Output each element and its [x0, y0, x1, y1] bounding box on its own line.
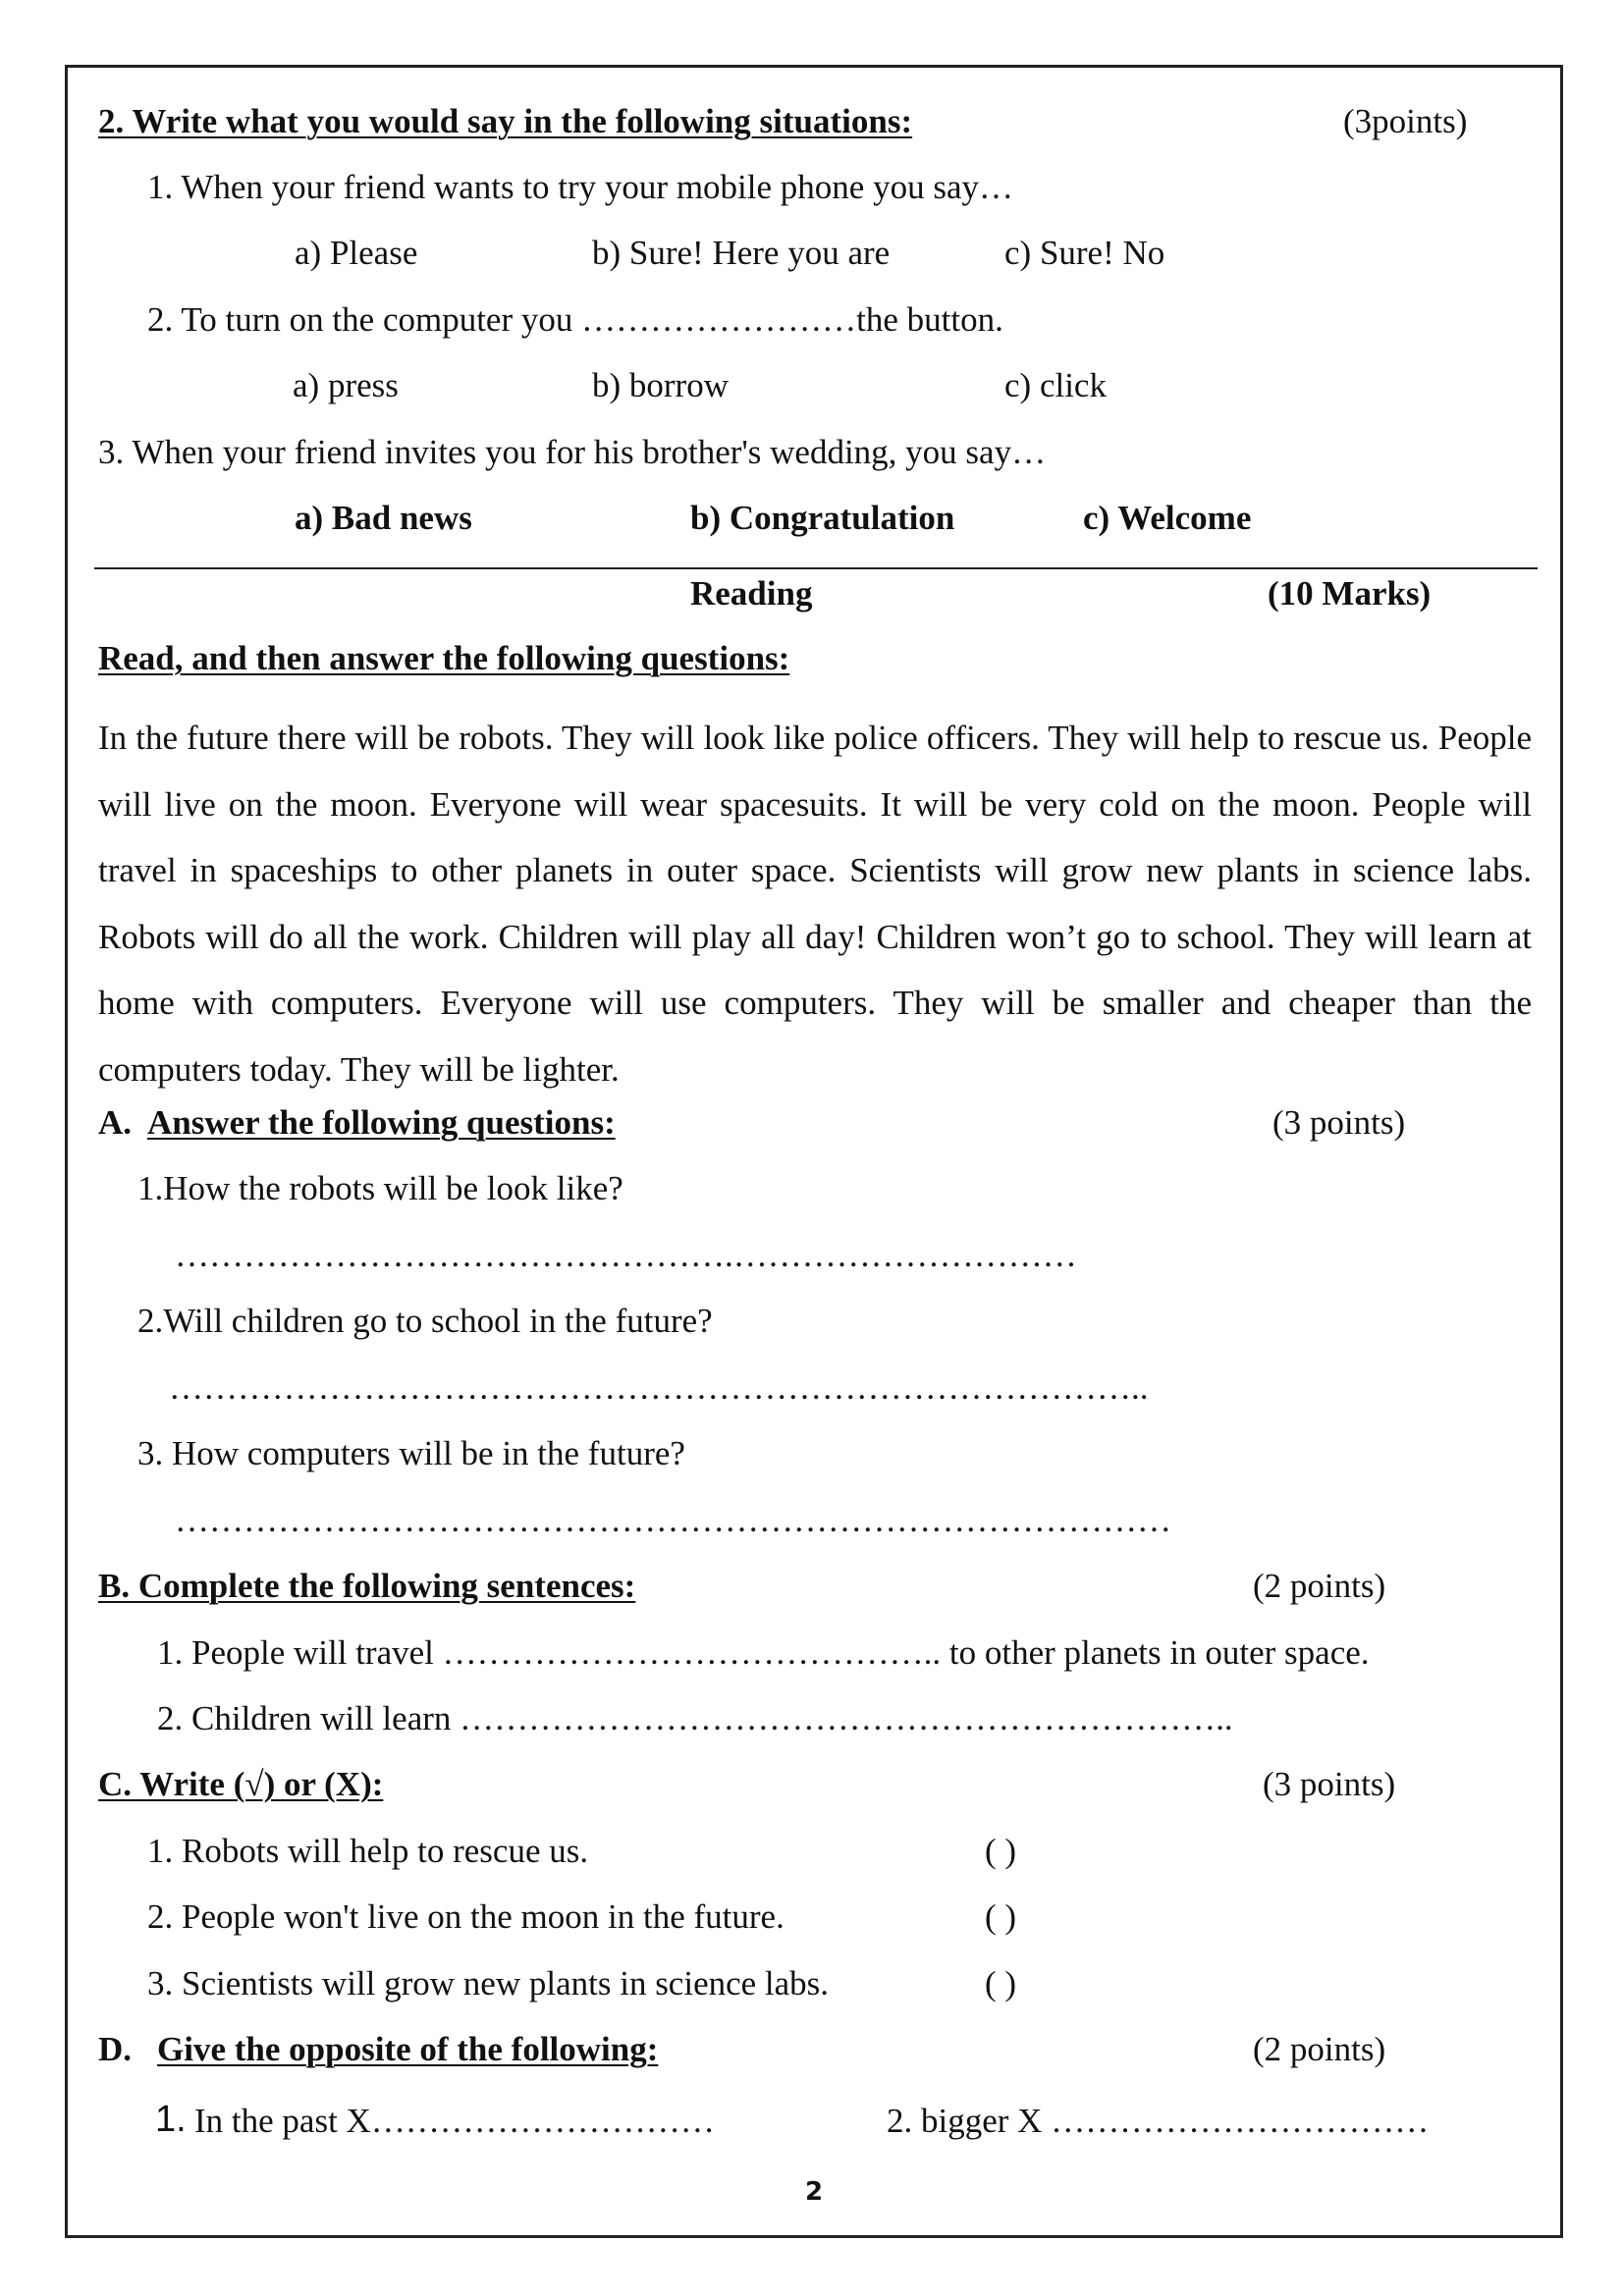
section-d-prefix: D.: [98, 2030, 133, 2068]
checkbox-c2[interactable]: ( ): [985, 1897, 1017, 1936]
question-a2: 2.Will children go to school in the future?: [137, 1302, 713, 1340]
situation-3-option-b: b) Congratulation: [690, 499, 955, 537]
section-divider: [94, 567, 1538, 569]
sentence-b2: 2. Children will learn …………………………………………………………..: [157, 1699, 1233, 1737]
opposite-item-1-number: 1.: [155, 2099, 187, 2140]
section-c-points: (3 points): [1263, 1765, 1396, 1803]
page-number: 2: [805, 2177, 824, 2207]
question-a3: 3. How computers will be in the future?: [137, 1434, 685, 1472]
statement-c3: 3. Scientists will grow new plants in science labs.: [147, 1964, 830, 2002]
section-a-heading: Answer the following questions:: [147, 1103, 616, 1142]
opposite-item-1: In the past X…………………………: [194, 2102, 715, 2140]
situation-question-1: 1. When your friend wants to try your mobile phone you say…: [147, 168, 1013, 206]
section-a-prefix: A.: [98, 1103, 133, 1142]
situation-question-3: 3. When your friend invites you for his brother's wedding, you say…: [98, 433, 1047, 471]
reading-instruction: Read, and then answer the following questions:: [98, 639, 790, 677]
reading-passage: In the future there will be robots. They will look like police officers. They will help to rescue us. People will live on the moon. Everyone will wear spacesuits. It will be very cold on the moon. People will travel in spaceships to other planets in outer space. Scientists will grow new plants in science labs. Robots will do all the work. Children will play all day! Children won’t go to school. They will learn at home with computers. Everyone will use computers. They will be smaller and cheaper than the computers today. They will be lighter.: [98, 719, 1532, 1089]
reading-marks: (10 Marks): [1268, 574, 1432, 613]
section-c-heading: C. Write (√) or (X):: [98, 1765, 384, 1803]
question-a1: 1.How the robots will be look like?: [137, 1169, 623, 1207]
section-d-heading: Give the opposite of the following:: [157, 2030, 659, 2068]
opposite-item-2: 2. bigger X ……………………………: [887, 2102, 1430, 2140]
sentence-b1: 1. People will travel …………………………………….. to other planets in outer space.: [157, 1633, 1370, 1672]
checkbox-c1[interactable]: ( ): [985, 1832, 1017, 1870]
situation-question-2: 2. To turn on the computer you ……………………the button.: [147, 300, 1003, 339]
answer-line-a1: ………………………………………….…………………………: [175, 1236, 1077, 1274]
section-a-points: (3 points): [1272, 1103, 1406, 1142]
section-b-points: (2 points): [1253, 1567, 1386, 1605]
situation-1-option-c: c) Sure! No: [1004, 234, 1165, 272]
answer-line-a3: ……………………………………………………………………………: [175, 1501, 1171, 1539]
situation-3-option-a: a) Bad news: [295, 499, 472, 537]
situation-2-option-c: c) click: [1004, 366, 1107, 404]
reading-title: Reading: [690, 574, 813, 613]
answer-line-a2: …………………………………………………………………………..: [169, 1368, 1149, 1407]
section-b-heading: B. Complete the following sentences:: [98, 1567, 636, 1605]
situation-2-option-a: a) press: [293, 366, 399, 404]
situation-1-option-b: b) Sure! Here you are: [592, 234, 891, 272]
statement-c2: 2. People won't live on the moon in the future.: [147, 1897, 784, 1936]
situation-2-option-b: b) borrow: [592, 366, 729, 404]
statement-c1: 1. Robots will help to rescue us.: [147, 1832, 589, 1870]
situation-3-option-c: c) Welcome: [1083, 499, 1252, 537]
situation-1-option-a: a) Please: [295, 234, 418, 272]
checkbox-c3[interactable]: ( ): [985, 1964, 1017, 2002]
situations-points: (3points): [1343, 102, 1468, 140]
section-d-points: (2 points): [1253, 2030, 1386, 2068]
situations-heading: 2. Write what you would say in the following situations:: [98, 102, 913, 140]
